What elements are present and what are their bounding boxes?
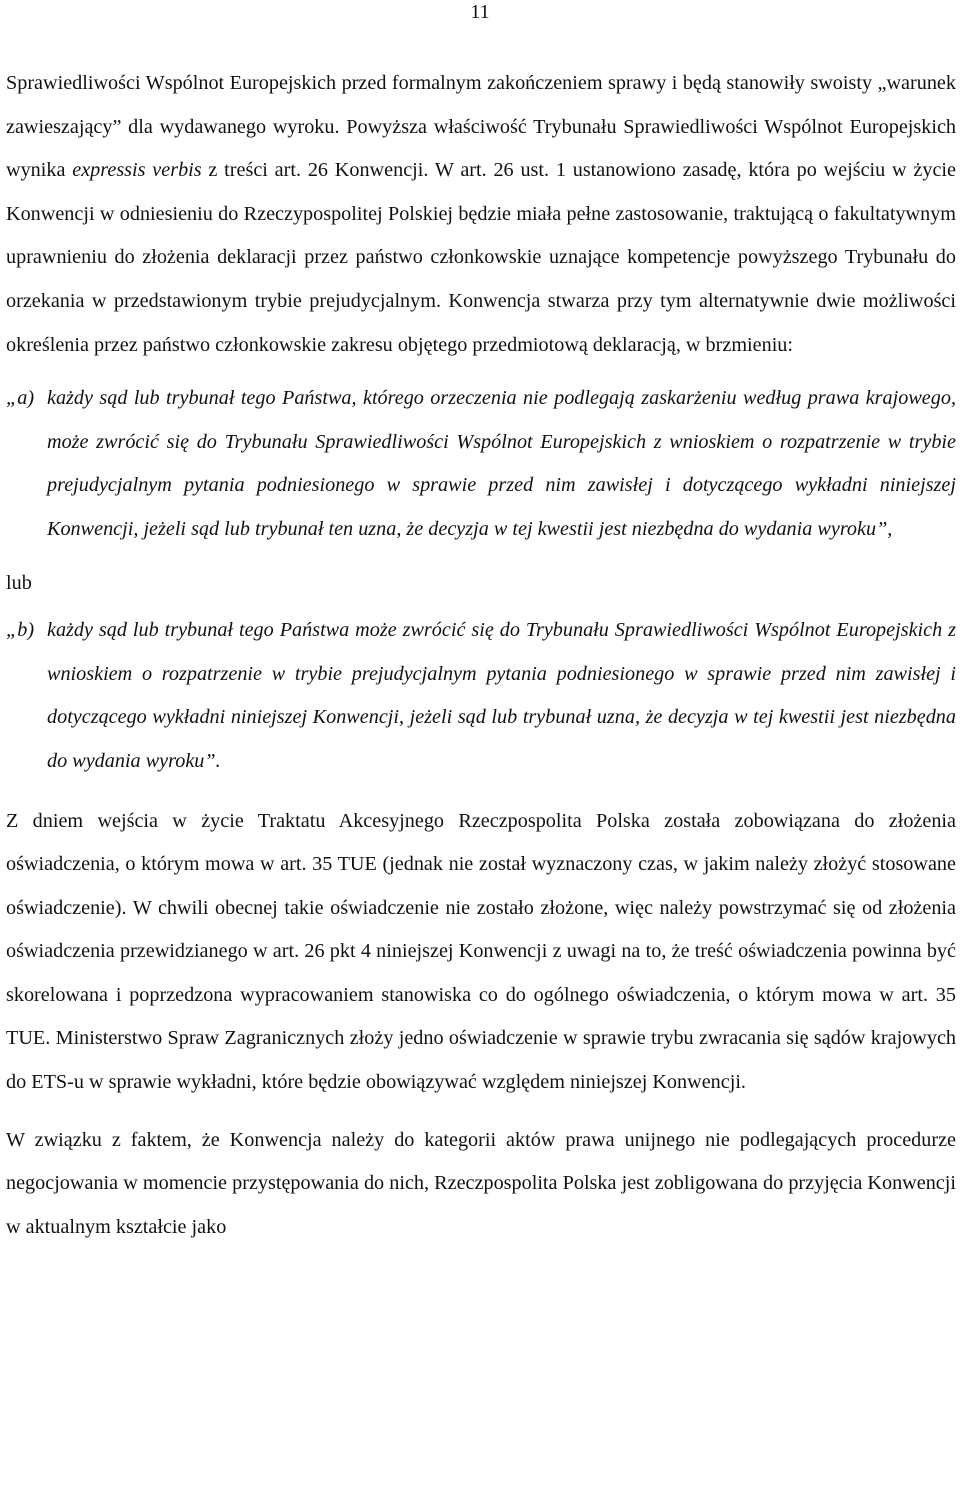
- item-a-marker: „a): [6, 387, 35, 410]
- paragraph-1: [6, 62, 956, 367]
- quoted-item-b: [6, 609, 956, 783]
- document-body: [6, 62, 956, 1249]
- paragraph-1-text-a: Sprawiedliwości Wspólnot Europejskich przed formalnym zakończeniem sprawy i będą stanowiły swoisty „warunek zawieszający” dla wydawanego wyroku. Powyższa właściwość Trybunału Sprawiedliwości Wspólnot Europejskich wynika: [6, 72, 956, 182]
- item-b-text: każdy sąd lub trybunał tego Państwa może zwrócić się do Trybunału Sprawiedliwości Wspólnot Europejskich z wnioskiem o rozpatrzenie w trybie prejudycjalnym pytania podniesionego w sprawie przed nim zawisłej i dotyczącego wykładni niniejszej Konwencji, jeżeli sąd lub trybunał uzna, że decyzja w tej kwestii jest niezbędna do wydania wyroku”.: [47, 619, 956, 772]
- paragraph-3: W związku z faktem, że Konwencja należy do kategorii aktów prawa unijnego nie podlegających procedurze negocjowania w momencie przystępowania do nich, Rzeczpospolita Polska jest zobligowana do przyjęcia Konwencji w aktualnym kształcie jako: [6, 1128, 956, 1238]
- paragraph-2: Z dniem wejścia w życie Traktatu Akcesyjnego Rzeczpospolita Polska została zobowiązana do złożenia oświadczenia, o którym mowa w art. 35 TUE (jednak nie został wyznaczony czas, w jakim należy złożyć stosowane oświadczenie). W chwili obecnej takie oświadczenie nie zostało złożone, więc należy powstrzymać się od złożenia oświadczenia przewidzianego w art. 26 pkt 4 niniejszej Konwencji z uwagi na to, że treść oświadczenia powinna być skorelowana i poprzedzona wypracowaniem stanowiska co do ogólnego oświadczenia, o którym mowa w art. 35 TUE. Ministerstwo Spraw Zagranicznych złoży jedno oświadczenie w sprawie trybu zwracania się sądów krajowych do ETS-u w sprawie wykładni, które będzie obowiązywać względem niniejszej Konwencji.: [6, 809, 956, 1094]
- item-b-marker: „b): [6, 619, 35, 642]
- latin-phrase: expressis verbis: [72, 159, 202, 182]
- conjunction-lub: lub: [6, 571, 32, 594]
- item-a-text: każdy sąd lub trybunał tego Państwa, którego orzeczenia nie podlegają zaskarżeniu według prawa krajowego, może zwrócić się do Trybunału Sprawiedliwości Wspólnot Europejskich z wnioskiem o rozpatrzenie w trybie prejudycjalnym pytania podniesionego w sprawie przed nim zawisłej i dotyczącego wykładni niniejszej Konwencji, jeżeli sąd lub trybunał ten uzna, że decyzja w tej kwestii jest niezbędna do wydania wyroku”,: [47, 387, 956, 540]
- quoted-item-a: [6, 377, 956, 551]
- page-number: 11: [470, 1, 490, 23]
- paragraph-1-text-b: z treści art. 26 Konwencji. W art. 26 ust. 1 ustanowiono zasadę, która po wejściu w życie Konwencji w odniesieniu do Rzeczypospolitej Polskiej będzie miała pełne zastosowanie, traktującą o fakultatywnym uprawnieniu do złożenia deklaracji przez państwo członkowskie uznające kompetencje powyższego Trybunału do orzekania w przedstawionym trybie prejudycjalnym. Konwencja stwarza przy tym alternatywnie dwie możliwości określenia przez państwo członkowskie zakresu objętego przedmiotową deklaracją, w brzmieniu:: [6, 159, 956, 356]
